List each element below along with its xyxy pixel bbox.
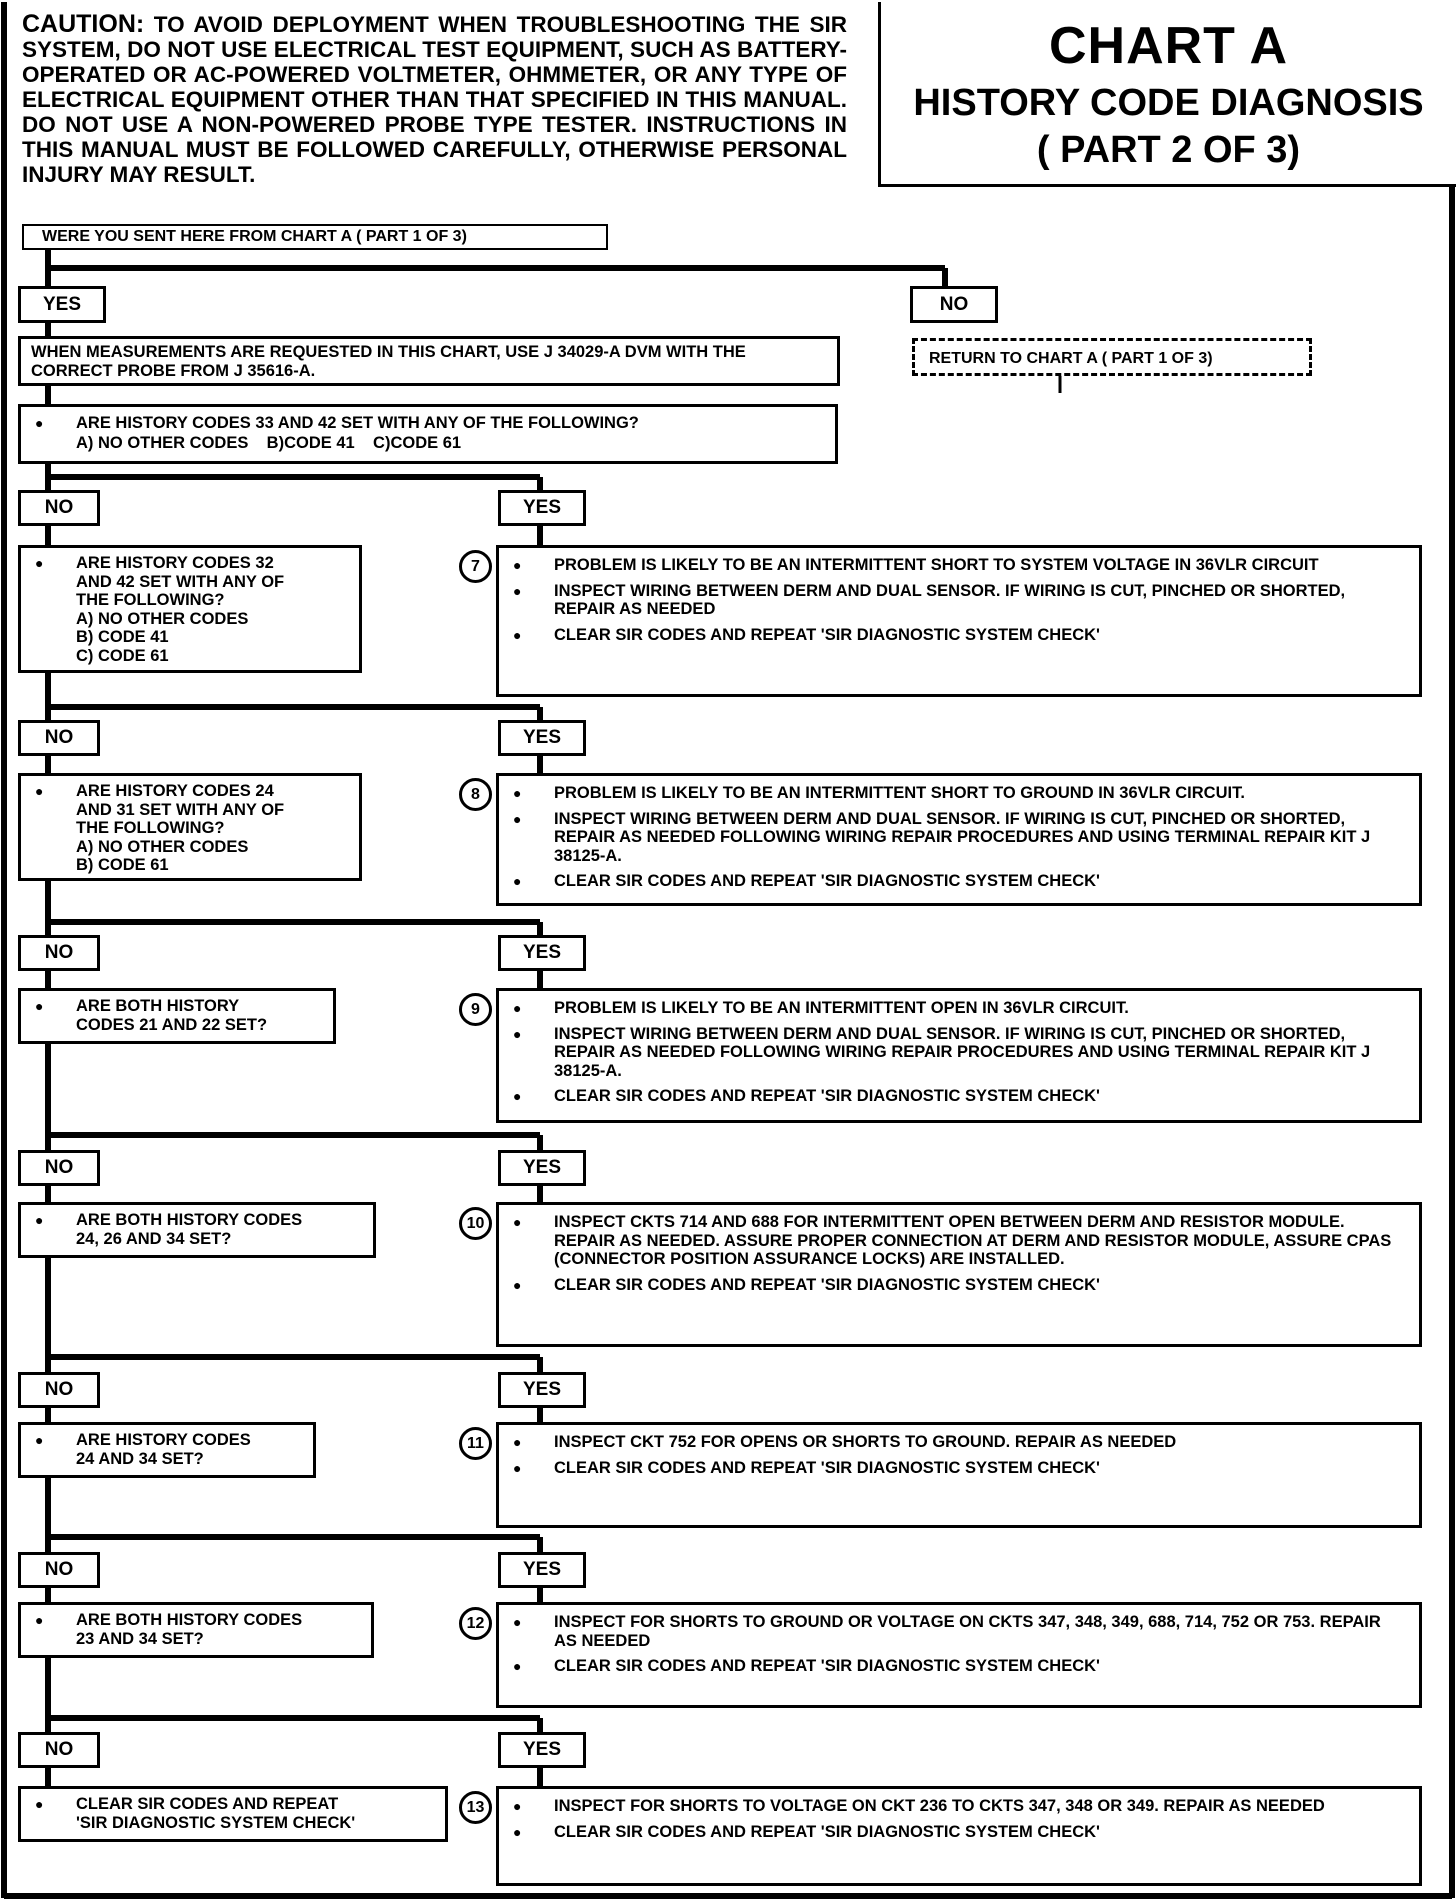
step-number-text: 12: [466, 1614, 485, 1632]
action-item: ● CLEAR SIR CODES AND REPEAT 'SIR DIAGNOSTIC SYSTEM CHECK': [499, 1087, 1401, 1106]
label-no-2: [18, 720, 100, 756]
measurement-text: WHEN MEASUREMENTS ARE REQUESTED IN THIS CHART, USE J 34029-A DVM WITH THE CORRECT PROBE FROM J 35616-A.: [31, 343, 746, 380]
question-6: [18, 1422, 316, 1478]
start-question-text: WERE YOU SENT HERE FROM CHART A ( PART 1 OF 3): [42, 228, 467, 245]
return-text: RETURN TO CHART A ( PART 1 OF 3): [929, 350, 1213, 367]
label-yes-7: [498, 1732, 586, 1768]
step-number-text: 7: [471, 557, 480, 575]
yes-text: YES: [522, 1559, 562, 1580]
question-line: THE FOLLOWING?: [76, 819, 225, 837]
label-yes-4: [498, 1150, 586, 1186]
start-question: [22, 224, 608, 250]
action-item: ● INSPECT FOR SHORTS TO GROUND OR VOLTAGE ON CKTS 347, 348, 349, 688, 714, 752 OR 753. REPAIR AS NEEDED: [499, 1613, 1401, 1650]
caution-text: TO AVOID DEPLOYMENT WHEN TROUBLESHOOTING THE SIR SYSTEM, DO NOT USE ELECTRICAL TEST EQUIPMENT, SUCH AS BATTERY-OPERATED OR AC-POWERED VOLTMETER, OHMMETER, OR ANY TYPE OF ELECTRICAL EQUIPMENT OTHER THAN THAT SPECIFIED IN THIS MANUAL. DO NOT USE A NON-POWERED PROBE TYPE TESTER. INSTRUCTIONS IN THIS MANUAL MUST BE FOLLOWED CAREFULLY, OTHERWISE PERSONAL INJURY MAY RESULT.: [22, 12, 847, 187]
question-1-line1: ● ARE HISTORY CODES 33 AND 42 SET WITH ANY OF THE FOLLOWING?: [76, 414, 639, 432]
yes-text: YES: [522, 942, 562, 963]
question-line: B) CODE 61: [76, 856, 169, 874]
action-item: ● INSPECT WIRING BETWEEN DERM AND DUAL SENSOR. IF WIRING IS CUT, PINCHED OR SHORTED, REPAIR AS NEEDED FOLLOWING WIRING REPAIR PROCEDURES AND USING TERMINAL REPAIR KIT J 38125-A.: [499, 810, 1401, 866]
action-item: ● INSPECT FOR SHORTS TO VOLTAGE ON CKT 236 TO CKTS 347, 348 OR 349. REPAIR AS NEEDED: [499, 1797, 1401, 1816]
yes-text: YES: [42, 293, 82, 315]
chart-title: CHART A: [1048, 17, 1289, 75]
label-no-7: [18, 1732, 100, 1768]
question-line: ● CLEAR SIR CODES AND REPEAT: [76, 1795, 339, 1813]
yes-text: YES: [522, 1379, 562, 1400]
action-box-12: [496, 1602, 1422, 1708]
action-box-13: [496, 1786, 1422, 1886]
question-4-text: [21, 997, 333, 1034]
no-text: NO: [44, 1379, 74, 1400]
label-yes-6: [498, 1552, 586, 1588]
question-line: AND 31 SET WITH ANY OF: [76, 800, 285, 819]
action-item: ● INSPECT CKTS 714 AND 688 FOR INTERMITTENT OPEN BETWEEN DERM AND RESISTOR MODULE. REPAIR AS NEEDED. ASSURE PROPER CONNECTION AT DERM AND RESISTOR MODULE, ASSURE CPAS (CONNECTOR POSITION ASSURANCE LOCKS) ARE INSTALLED.: [499, 1213, 1401, 1269]
label-yes-1: [498, 490, 586, 526]
action-item: ● CLEAR SIR CODES AND REPEAT 'SIR DIAGNOSTIC SYSTEM CHECK': [499, 1276, 1401, 1295]
step-number-text: 13: [466, 1798, 485, 1816]
return-box: [912, 338, 1312, 376]
no-text: NO: [44, 1157, 74, 1178]
step-number-10: [459, 1207, 492, 1240]
no-text: NO: [44, 1559, 74, 1580]
question-line: A) NO OTHER CODES: [76, 837, 249, 856]
step-number-text: 10: [466, 1214, 485, 1232]
action-item: ● CLEAR SIR CODES AND REPEAT 'SIR DIAGNOSTIC SYSTEM CHECK': [499, 1823, 1401, 1842]
question-line: B) CODE 41: [76, 628, 169, 646]
question-line: 'SIR DIAGNOSTIC SYSTEM CHECK': [76, 1813, 356, 1832]
chart-part: ( PART 2 OF 3): [1036, 129, 1301, 171]
caution-notice: [22, 12, 847, 187]
question-line: ● ARE HISTORY CODES 32: [76, 554, 274, 572]
step-number-11: [459, 1427, 492, 1460]
question-8-text: [21, 1795, 445, 1832]
question-line: AND 42 SET WITH ANY OF: [76, 572, 285, 591]
question-line: ● ARE BOTH HISTORY CODES: [76, 1611, 303, 1629]
label-no-start: [910, 286, 998, 323]
question-line: A) NO OTHER CODES: [76, 609, 249, 628]
label-no-5: [18, 1372, 100, 1408]
label-yes-3: [498, 935, 586, 971]
step-number-9: [459, 993, 492, 1026]
no-text: NO: [44, 942, 74, 963]
yes-text: YES: [522, 1157, 562, 1178]
yes-text: YES: [522, 1739, 562, 1760]
question-line: ● ARE HISTORY CODES 24: [76, 782, 274, 800]
action-item: ● PROBLEM IS LIKELY TO BE AN INTERMITTENT SHORT TO GROUND IN 36VLR CIRCUIT.: [499, 784, 1401, 803]
question-line: 24, 26 AND 34 SET?: [76, 1229, 232, 1248]
question-2-text: [21, 554, 359, 665]
question-5: [18, 1202, 376, 1258]
question-line: 24 AND 34 SET?: [76, 1449, 204, 1468]
question-6-text: [21, 1431, 313, 1468]
action-item: ● INSPECT WIRING BETWEEN DERM AND DUAL SENSOR. IF WIRING IS CUT, PINCHED OR SHORTED, REPAIR AS NEEDED FOLLOWING WIRING REPAIR PROCEDURES AND USING TERMINAL REPAIR KIT J 38125-A.: [499, 1025, 1401, 1081]
question-7-text: [21, 1611, 371, 1648]
action-item: ● CLEAR SIR CODES AND REPEAT 'SIR DIAGNOSTIC SYSTEM CHECK': [499, 872, 1401, 891]
action-box-11: [496, 1422, 1422, 1528]
label-no-4: [18, 1150, 100, 1186]
step-number-text: 8: [471, 785, 480, 803]
action-item: ● PROBLEM IS LIKELY TO BE AN INTERMITTENT SHORT TO SYSTEM VOLTAGE IN 36VLR CIRCUIT: [499, 556, 1401, 575]
question-1: [18, 404, 838, 464]
question-2: [18, 545, 362, 673]
measurement-note: [18, 336, 840, 386]
step-number-7: [459, 550, 492, 583]
question-line: CODES 21 AND 22 SET?: [76, 1015, 268, 1034]
step-number-12: [459, 1607, 492, 1640]
no-text: NO: [44, 497, 74, 518]
yes-text: YES: [522, 497, 562, 518]
label-yes-5: [498, 1372, 586, 1408]
action-item: ● INSPECT CKT 752 FOR OPENS OR SHORTS TO GROUND. REPAIR AS NEEDED: [499, 1433, 1401, 1452]
action-box-9: [496, 988, 1422, 1123]
label-yes-start: [18, 286, 106, 323]
no-text: NO: [44, 1739, 74, 1760]
question-line: ● ARE BOTH HISTORY CODES: [76, 1211, 303, 1229]
action-box-10: [496, 1202, 1422, 1347]
question-1-line2: A) NO OTHER CODES B)CODE 41 C)CODE 61: [76, 434, 462, 452]
question-8: [18, 1786, 448, 1842]
chart-title-block: [878, 2, 1456, 187]
step-number-13: [459, 1791, 492, 1824]
question-line: 23 AND 34 SET?: [76, 1629, 204, 1648]
question-5-text: [21, 1211, 373, 1248]
step-number-text: 9: [471, 1000, 480, 1018]
action-box-8: [496, 773, 1422, 906]
action-item: ● CLEAR SIR CODES AND REPEAT 'SIR DIAGNOSTIC SYSTEM CHECK': [499, 1459, 1401, 1478]
no-text: NO: [44, 727, 74, 748]
label-no-1: [18, 490, 100, 526]
caution-label: CAUTION:: [22, 10, 145, 38]
action-box-7: [496, 545, 1422, 697]
yes-text: YES: [522, 727, 562, 748]
no-text: NO: [939, 293, 969, 315]
step-number-8: [459, 778, 492, 811]
question-line: THE FOLLOWING?: [76, 591, 225, 609]
question-line: C) CODE 61: [76, 646, 169, 665]
label-no-6: [18, 1552, 100, 1588]
action-item: ● PROBLEM IS LIKELY TO BE AN INTERMITTENT OPEN IN 36VLR CIRCUIT.: [499, 999, 1401, 1018]
step-number-text: 11: [467, 1434, 484, 1452]
label-no-3: [18, 935, 100, 971]
question-4: [18, 988, 336, 1044]
question-3: [18, 773, 362, 881]
chart-subtitle: HISTORY CODE DIAGNOSIS: [913, 82, 1424, 124]
label-yes-2: [498, 720, 586, 756]
question-7: [18, 1602, 374, 1658]
action-item: ● CLEAR SIR CODES AND REPEAT 'SIR DIAGNOSTIC SYSTEM CHECK': [499, 626, 1401, 645]
question-3-text: [21, 782, 359, 875]
action-item: ● CLEAR SIR CODES AND REPEAT 'SIR DIAGNOSTIC SYSTEM CHECK': [499, 1657, 1401, 1676]
question-line: ● ARE HISTORY CODES: [76, 1431, 251, 1449]
question-line: ● ARE BOTH HISTORY: [76, 997, 240, 1015]
action-item: ● INSPECT WIRING BETWEEN DERM AND DUAL SENSOR. IF WIRING IS CUT, PINCHED OR SHORTED, REPAIR AS NEEDED: [499, 582, 1401, 619]
